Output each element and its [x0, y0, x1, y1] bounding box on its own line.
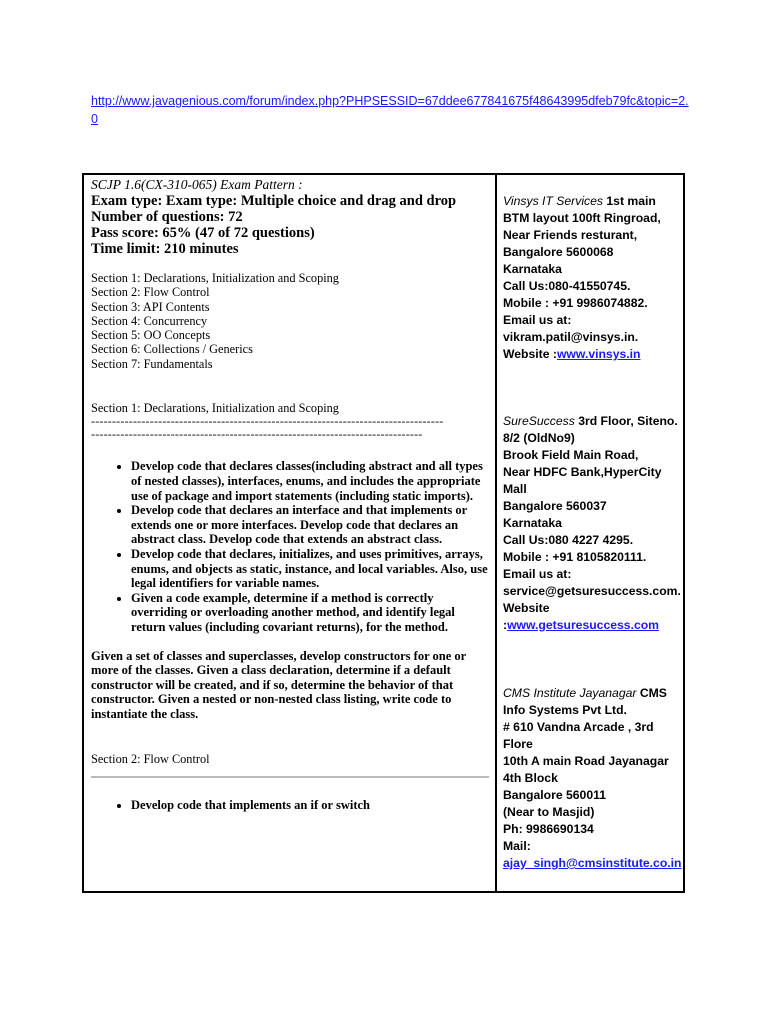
address-line: 8/2 (OldNo9) — [503, 431, 575, 445]
objective-item: • Develop code that implements an if or switch — [131, 798, 489, 813]
address-line: Bangalore 5600068 — [503, 245, 614, 259]
address-line: # 610 Vandna Arcade , 3rd — [503, 720, 654, 734]
phone-line: Call Us:080-41550745. — [503, 279, 631, 293]
section-item: Section 3: API Contents — [91, 299, 210, 314]
exam-info-table — [82, 173, 685, 893]
address-line: Flore — [503, 737, 533, 751]
section2-heading: Section 2: Flow Control — [91, 752, 210, 767]
section1-heading: Section 1: Declarations, Initialization and Scoping — [91, 401, 339, 416]
address-line: CMS — [639, 686, 667, 700]
number-of-questions: Number of questions: 72 — [91, 209, 243, 225]
objective-item: • Develop code that declares, initializes, and uses primitives, arrays, enums, and objects as static, instance, and local variables. Also, use legal identifiers for variable names. — [131, 547, 489, 591]
dashed-separator: ------------------------------------------------------------------------------------ — [91, 415, 444, 429]
vinsys-name: Vinsys IT Services — [503, 194, 604, 208]
dashed-separator: ------------------------------------------------------------------------------- — [91, 428, 423, 442]
section-item: Section 7: Fundamentals — [91, 356, 213, 371]
section-item: Section 4: Concurrency — [91, 313, 208, 328]
cms-email-link[interactable]: ajay_singh@cmsinstitute.co.in — [503, 856, 682, 870]
forum-url-link[interactable]: http://www.javagenious.com/forum/index.php?PHPSESSID=67ddee677841675f48643995dfeb79fc&topic=2.0 — [91, 94, 689, 126]
vinsys-contact — [503, 193, 683, 363]
time-limit: Time limit: 210 minutes — [91, 241, 239, 257]
address-line: Mall — [503, 482, 527, 496]
section-list — [91, 271, 489, 371]
email-address: service@getsuresuccess.com. — [503, 584, 681, 598]
section1-objectives — [91, 459, 489, 634]
email-label: Email us at: — [503, 313, 572, 327]
suresuccess-contact — [503, 413, 683, 634]
address-line: 3rd Floor, Siteno. — [578, 414, 678, 428]
address-line: (Near to Masjid) — [503, 805, 595, 819]
website-label: Website : — [503, 347, 557, 361]
exam-type: Exam type: Exam type: Multiple choice and drag and drop — [91, 193, 457, 209]
section2-objectives — [91, 798, 489, 813]
phone-line: Ph: 9986690134 — [503, 822, 594, 836]
address-line: BTM layout 100ft Ringroad, — [503, 211, 661, 225]
pass-score: Pass score: 65% (47 of 72 questions) — [91, 225, 315, 241]
address-line: 10th A main Road Jayanagar — [503, 754, 669, 768]
objective-item: • Given a code example, determine if a method is correctly overriding or overloading another method, and identify legal return values (including covariant returns), for the method. — [131, 591, 489, 635]
objective-item: • Develop code that declares an interface and that implements or extends one or more interfaces. Develop code that declares an abstract class. Develop code that extends an abstract class. — [131, 503, 489, 547]
address-line: 1st main — [606, 194, 656, 208]
email-label: Mail: — [503, 839, 531, 853]
address-line: 4th Block — [503, 771, 558, 785]
mobile-line: Mobile : +91 8105820111. — [503, 550, 647, 564]
address-line: Karnataka — [503, 262, 562, 276]
vinsys-website-link[interactable]: www.vinsys.in — [556, 347, 641, 361]
cms-contact — [503, 685, 683, 872]
address-line: Karnataka — [503, 516, 562, 530]
section-item: Section 1: Declarations, Initialization and Scoping — [91, 271, 339, 285]
mobile-line: Mobile : +91 9986074882. — [503, 296, 648, 310]
suresuccess-website-link[interactable]: www.getsuresuccess.com — [507, 618, 660, 632]
column-divider — [495, 175, 497, 891]
section-item: Section 6: Collections / Generics — [91, 342, 253, 357]
suresuccess-name: SureSuccess — [503, 414, 575, 428]
website-prefix: : — [503, 618, 508, 632]
objective-item: • Develop code that declares classes(including abstract and all types of nested classes), interfaces, enums, and includes the appropriate use of package and import statements (including static imports). — [131, 459, 489, 503]
address-line: Info Systems Pvt Ltd. — [503, 703, 627, 717]
address-line: Near Friends resturant, — [503, 228, 638, 242]
phone-line: Call Us:080 4227 4295. — [503, 533, 634, 547]
section-item: Section 2: Flow Control — [91, 285, 210, 300]
exam-pattern-column — [91, 177, 489, 812]
address-line: Near HDFC Bank,HyperCity — [503, 465, 662, 479]
constructor-objective: Given a set of classes and superclasses, develop constructors for one or more of the classes. Given a class declaration, determine if a default constructor will be created, and if so, determine the behavior of that constructor. Given a nested or non-nested class listing, write code to instantiate the class. — [91, 648, 466, 721]
website-label: Website — [503, 601, 550, 615]
address-line: Brook Field Main Road, — [503, 448, 639, 462]
email-label: Email us at: — [503, 567, 572, 581]
exam-pattern-title: SCJP 1.6(CX-310-065) Exam Pattern : — [91, 177, 303, 192]
cms-name: CMS Institute Jayanagar — [503, 686, 637, 700]
address-line: Bangalore 560037 — [503, 499, 607, 513]
section-item: Section 5: OO Concepts — [91, 328, 211, 343]
address-line: Bangalore 560011 — [503, 788, 606, 802]
email-address: vikram.patil@vinsys.in. — [503, 330, 639, 344]
